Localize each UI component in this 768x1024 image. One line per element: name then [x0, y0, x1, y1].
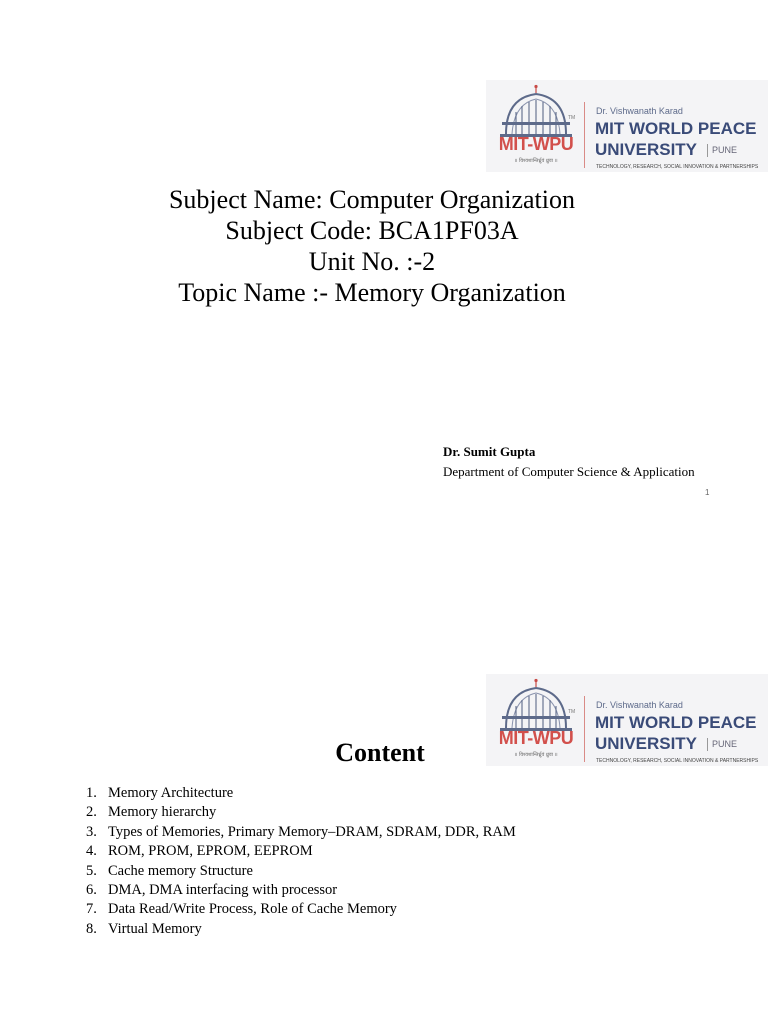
list-item-text: Types of Memories, Primary Memory–DRAM, SDRAM, DDR, RAM — [108, 823, 516, 840]
page-number: 1 — [705, 488, 710, 497]
logo-name-line2: UNIVERSITY — [595, 734, 698, 753]
content-slide — [0, 620, 768, 1024]
logo-name-line1: MIT WORLD PEACE — [595, 119, 757, 138]
content-title: Content — [335, 738, 425, 767]
list-item-text: Data Read/Write Process, Role of Cache Memory — [108, 901, 397, 918]
logo-founder: Dr. Vishwanath Karad — [596, 700, 683, 710]
list-item — [86, 842, 516, 861]
subject-info — [100, 184, 644, 308]
list-item-text: Cache memory Structure — [108, 862, 253, 879]
author-department: Department of Computer Science & Application — [443, 464, 695, 479]
list-item-number: 2. — [86, 804, 97, 821]
logo-founder: Dr. Vishwanath Karad — [596, 106, 683, 116]
logo-mark-text: MIT-WPU — [498, 728, 574, 748]
logo-city-divider — [707, 144, 708, 157]
topic-name: Topic Name :- Memory Organization — [178, 278, 566, 307]
logo-hindi-tagline: ॥ विश्वशान्तिर्ध्रुवं ध्रुवा ॥ — [514, 752, 558, 758]
list-item-number: 6. — [86, 882, 97, 899]
logo-hindi-tagline: ॥ विश्वशान्तिर्ध्रुवं ध्रुवा ॥ — [514, 158, 558, 164]
logo-mark-text: MIT-WPU — [498, 134, 574, 154]
logo-name-line1: MIT WORLD PEACE — [595, 713, 757, 732]
list-item — [86, 823, 516, 842]
list-item-number: 7. — [86, 901, 97, 918]
list-item — [86, 862, 516, 881]
logo-city: PUNE — [712, 739, 738, 749]
logo-city-divider — [707, 738, 708, 751]
list-item — [86, 900, 516, 919]
list-item-number: 4. — [86, 843, 97, 860]
list-item — [86, 920, 516, 939]
unit-number: Unit No. :-2 — [308, 247, 436, 276]
list-item-number: 3. — [86, 823, 97, 840]
list-item — [86, 881, 516, 900]
list-item — [86, 803, 516, 822]
logo-tagline: TECHNOLOGY, RESEARCH, SOCIAL INNOVATION & PARTNERSHIPS — [596, 164, 759, 170]
list-item-text: Virtual Memory — [108, 920, 202, 937]
trademark-mark: TM — [568, 115, 576, 121]
list-item-text: DMA, DMA interfacing with processor — [108, 882, 338, 899]
logo-city: PUNE — [712, 145, 738, 155]
logo-tagline: TECHNOLOGY, RESEARCH, SOCIAL INNOVATION & PARTNERSHIPS — [596, 758, 759, 764]
logo-name-line2: UNIVERSITY — [595, 140, 698, 159]
author-name: Dr. Sumit Gupta — [443, 444, 536, 459]
list-item-text: ROM, PROM, EPROM, EEPROM — [108, 843, 313, 860]
list-item-number: 1. — [86, 785, 97, 801]
list-item-number: 8. — [86, 920, 97, 937]
content-list — [86, 784, 516, 939]
logo-divider — [584, 102, 585, 168]
trademark-mark: TM — [568, 709, 576, 715]
subject-code: Subject Code: BCA1PF03A — [225, 216, 519, 245]
author-block — [443, 442, 695, 482]
list-item-text: Memory hierarchy — [108, 804, 217, 821]
university-logo — [486, 80, 768, 172]
list-item — [86, 784, 516, 803]
university-logo — [486, 674, 768, 766]
list-item-number: 5. — [86, 862, 97, 879]
list-item-text: Memory Architecture — [108, 785, 234, 801]
logo-divider — [584, 696, 585, 762]
subject-name: Subject Name: Computer Organization — [168, 185, 576, 214]
